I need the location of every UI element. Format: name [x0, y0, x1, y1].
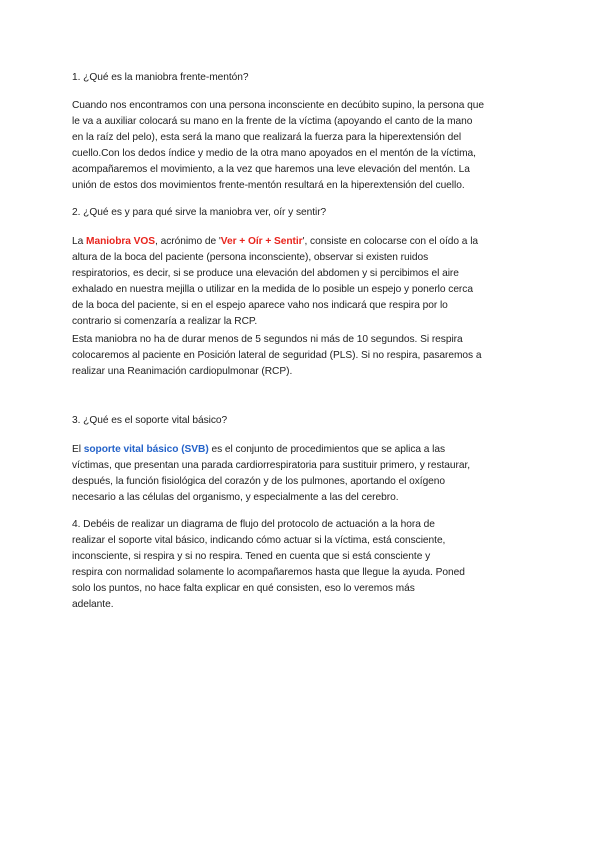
answer-3-text: es el conjunto de procedimientos que se aplica a las — [208, 444, 446, 455]
answer-3-text: El — [72, 444, 84, 455]
answer-2-line: altura de la boca del paciente (persona inconsciente), observar si existen ruidos — [72, 252, 429, 263]
question-4-line: inconsciente, si respira y si no respira. Tened en cuenta que si está consciente y — [72, 551, 431, 562]
question-4-line: adelante. — [72, 599, 114, 610]
answer-1-line: unión de estos dos movimientos frente-mentón resultará en la hiperextensión del cuello. — [72, 180, 465, 191]
question-4-line: solo los puntos, no hace falta explicar en qué consisten, eso lo veremos más — [72, 583, 415, 594]
answer-2-followup-paragraph — [72, 332, 530, 380]
answer-1-line: acompañaremos el movimiento, a la vez que haremos una leve elevación del mentón. La — [72, 164, 470, 175]
answer-3-paragraph — [72, 442, 530, 506]
vos-acronym-term: Ver + Oír + Sentir — [220, 236, 303, 247]
answer-2-line: contrario si comenzaría a realizar la RCP. — [72, 316, 258, 327]
answer-2-text: La — [72, 236, 87, 247]
question-2-heading: 2. ¿Qué es y para qué sirve la maniobra ver, oír y sentir? — [72, 207, 327, 218]
answer-1-line: le va a auxiliar colocará su mano en la frente de la víctima (apoyando el canto de la mano — [72, 116, 473, 127]
followup-line: colocaremos al paciente en Posición lateral de seguridad (PLS). Si no respira, pasaremos a — [72, 350, 482, 361]
question-1-heading: 1. ¿Qué es la maniobra frente-mentón? — [72, 72, 249, 83]
question-4-line: 4. Debéis de realizar un diagrama de flujo del protocolo de actuación a la hora de — [72, 519, 435, 530]
answer-2-line: exhalado en nuestra mejilla o utilizar en la medida de lo posible un espejo y ponerlo cerca — [72, 284, 473, 295]
answer-2-line: de la boca del paciente, si en el espejo aparece vaho nos indicará que respira por lo — [72, 300, 448, 311]
question-4-line: respira con normalidad solamente lo acompañaremos hasta que llegue la ayuda. Poned — [72, 567, 465, 578]
answer-3-line: víctimas, que presentan una parada cardiorrespiratoria para sustituir primero, y restaurar, — [72, 460, 471, 471]
svb-term: soporte vital básico (SVB) — [83, 444, 209, 455]
answer-3-line: necesario a las células del organismo, y especialmente a las del cerebro. — [72, 492, 399, 503]
answer-3-line: después, la función fisiológica del corazón y de los pulmones, aportando el oxígeno — [72, 476, 446, 487]
question-3-heading: 3. ¿Qué es el soporte vital básico? — [72, 415, 228, 426]
answer-1-line: en la raíz del pelo), esta será la mano que realizará la fuerza para la hiperextensión del — [72, 132, 462, 143]
answer-1-line: cuello.Con los dedos índice y medio de la otra mano apoyados en el mentón de la víctima, — [72, 148, 476, 159]
answer-2-paragraph — [72, 234, 530, 330]
answer-1-paragraph — [72, 98, 530, 194]
answer-2-text: ', consiste en colocarse con el oído a la — [302, 236, 479, 247]
question-4-line: realizar el soporte vital básico, indicando cómo actuar si la víctima, está consciente, — [72, 535, 446, 546]
answer-2-text: , acrónimo de ' — [155, 236, 221, 247]
answer-1-line: Cuando nos encontramos con una persona inconsciente en decúbito supino, la persona que — [72, 100, 484, 111]
followup-line: Esta maniobra no ha de durar menos de 5 segundos ni más de 10 segundos. Si respira — [72, 334, 463, 345]
maniobra-vos-term: Maniobra VOS — [86, 236, 156, 247]
followup-line: realizar una Reanimación cardiopulmonar (RCP). — [72, 366, 293, 377]
answer-2-line: respiratorios, es decir, si se produce una elevación del abdomen y si percibimos el aire — [72, 268, 459, 279]
question-4-paragraph — [72, 517, 530, 613]
